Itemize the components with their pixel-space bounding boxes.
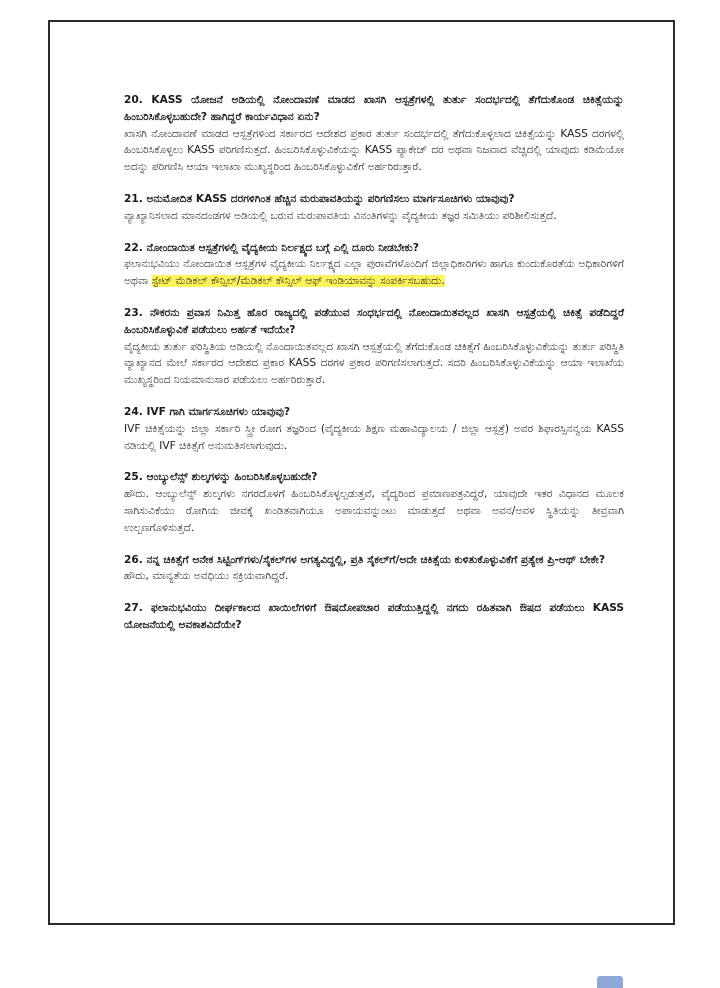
faq-item-20 bbox=[124, 92, 624, 176]
faq-item-26 bbox=[124, 552, 624, 586]
faq-question: 23. ನೌಕರನು ಪ್ರವಾಸ ನಿಮಿತ್ತ ಹೊರ ರಾಜ್ಯದಲ್ಲಿ ಪಡೆಯುವ ಸಂಧರ್ಭದಲ್ಲಿ ನೋಂದಾಯಿತವಲ್ಲದ ಖಾಸಗಿ ಆಸ್ಪತ್ರೆಯಲ್ಲಿ ಚಿಕಿತ್ಸೆ ಪಡೆದಿದ್ದರೆ ಹಿಂಬರಿಸಿಕೊಳ್ಳುವಿಕೆ ಪಡೆಯಲು ಅರ್ಹತೆ ಇದೆಯೇ? bbox=[124, 306, 624, 336]
faq-question: 27. ಫಲಾನುಭವಿಯು ದೀರ್ಘಕಾಲದ ಖಾಯಿಲೆಗಳಿಗೆ ಔಷದೋಪಚಾರ ಪಡೆಯುತ್ತಿದ್ದಲ್ಲಿ ನಗದು ರಹಿತವಾಗಿ ಔಷದ ಪಡೆಯಲು KASS ಯೋಜನೆಯಲ್ಲಿ ಅವಕಾಶವಿದೆಯೇ? bbox=[124, 602, 624, 631]
faq-answer: ವೈದ್ಯಕೀಯ ತುರ್ತು ಪರಿಸ್ಥಿತಿಯ ಅಡಿಯಲ್ಲಿ ನೊಂದಾಯಿತವಲ್ಲದ ಖಾಸಗಿ ಆಸ್ಪತ್ರೆಯಲ್ಲಿ ತೆಗೆದುಕೊಂಡ ಚಿಕಿತ್ಸೆಗೆ ಹಿಂಬರಿಸಿಕೊಳ್ಳುವಿಕೆಯನ್ನು ತುರ್ತು ಪರಿಸ್ಥಿತಿ ವ್ಯಾಖ್ಯಾನದ ಮೇಲೆ ಸರ್ಕಾರದ ಆದೇಶದ ಪ್ರಕಾರ KASS ದರಗಳ ಪ್ರಕಾರ ಪರಿಗಣಿಸಲಾಗುತ್ತದೆ. ಸದರಿ ಹಿಂಬರಿಸಿಕೊಳ್ಳುವಿಕೆಯನ್ನು ಆಯಾ ಇಲಾಖೆಯ ಮುಖ್ಯಸ್ಥರಿಂದ ನಿಯಮಾನುಸಾರ ಪಡೆಯಲು ಅರ್ಹರಿರುತ್ತಾರೆ. bbox=[124, 340, 624, 387]
faq-item-24 bbox=[124, 404, 624, 454]
faq-question: 21. ಅನುಮೋದಿತ KASS ದರಗಳಿಗಿಂತ ಹೆಚ್ಚಿನ ಮರುಪಾವತಿಯನ್ನು ಪರಿಗಣಿಸಲು ಮಾರ್ಗಸೂಚಿಗಳು ಯಾವುವು? bbox=[124, 192, 515, 205]
faq-item-21 bbox=[124, 191, 624, 225]
faq-question: 24. IVF ಗಾಗಿ ಮಾರ್ಗಸೂಚಿಗಳು ಯಾವುವು? bbox=[124, 405, 291, 418]
faq-item-25 bbox=[124, 469, 624, 536]
highlighted-text: ಸ್ಟೇಟ್ ಮೆಡಿಕಲ್ ಕೌನ್ಸಿಲ್/ಮೆಡಿಕಲ್ ಕೌನ್ಸಿಲ್ ಆಫ್ ಇಂಡಿಯಾವನ್ನು ಸಂಪರ್ಕಿಸಬಹುದು. bbox=[151, 275, 445, 288]
faq-answer: ಹೌದು. ಆಂಬ್ಯುಲೆನ್ಸ್ ಶುಲ್ಕಗಳು ನಗರದೊಳಗೆ ಹಿಂಬರಿಸಿಕೊಳ್ಳಲ್ಪಡುತ್ತವೆ, ವೈದ್ಯರಿಂದ ಪ್ರಮಾಣಪತ್ರವಿದ್ದರೆ, ಯಾವುದೇ ಇತರ ವಿಧಾನದ ಮೂಲಕ ಸಾಗಿಸುವಿಕೆಯು ರೋಗಿಯ ಜೀವಕ್ಕೆ ಖಂಡಿತವಾಗಿಯೂ ಅಪಾಯವನ್ನುಂಟು ಮಾಡುತ್ತದೆ ಅಥವಾ ಅವನ/ಅವಳ ಸ್ಥಿತಿಯನ್ನು ತೀವ್ರವಾಗಿ ಉಲ್ಬಣಗೊಳಿಸುತ್ತದೆ. bbox=[124, 488, 624, 534]
faq-question: 22. ನೋಂದಾಯಿತ ಆಸ್ಪತ್ರೆಗಳಲ್ಲಿ ವೈದ್ಯಕೀಯ ನಿರ್ಲಕ್ಷ್ಯದ ಬಗ್ಗೆ ಎಲ್ಲಿ ದೂರು ನೀಡಬೇಕು? bbox=[124, 241, 419, 254]
faq-answer-text: ಫಲಾನುಭವಿಯು ನೋಂದಾಯಿತ ಆಸ್ಪತ್ರೆಗಳ ವೈದ್ಯಕೀಯ ನಿರ್ಲಕ್ಷ್ಯದ ಎಲ್ಲಾ ಪುರಾವೆಗಳೊಂದಿಗೆ ಜಿಲ್ಲಾಧಿಕಾರಿಗಳು ಹಾಗೂ ಕುಂದುಕೊರತೆಯ ಅಧಿಕಾರಿಗಳಿಗೆ ಅಥವಾ bbox=[124, 258, 624, 288]
document-page bbox=[48, 20, 675, 925]
faq-item-27 bbox=[124, 600, 624, 634]
faq-list bbox=[124, 92, 624, 649]
faq-answer: IVF ಚಿಕಿತ್ಸೆಯನ್ನು ಜಿಲ್ಲಾ ಸರ್ಕಾರಿ ಸ್ತ್ರೀ ರೋಗ ತಜ್ಞರಿಂದ (ವೈದ್ಯಕೀಯ ಶಿಕ್ಷಣ ಮಹಾವಿದ್ಯಾಲಯ / ಜಿಲ್ಲಾ ಆಸ್ಪತ್ರೆ) ಅವರ ಶಿಫಾರಸ್ಸಿನನ್ವಯ KASS ನಡಿಯಲ್ಲಿ IVF ಚಿಕಿತ್ಸೆಗೆ ಅನುಮತಿಸಲಾಗುವುದು. bbox=[124, 422, 624, 452]
faq-item-22 bbox=[124, 240, 624, 290]
faq-answer bbox=[124, 256, 624, 290]
faq-answer: ವ್ಯಾಖ್ಯಾನಿಸಲಾದ ಮಾನದಂಡಗಳ ಅಡಿಯಲ್ಲಿ ಬರುವ ಮರುಪಾವತಿಯ ವಿನಂತಿಗಳನ್ನು ವೈದ್ಯಕೀಯ ತಜ್ಞರ ಸಮಿತಿಯು ಪರಿಶೀಲಿಸುತ್ತದೆ. bbox=[124, 209, 557, 222]
faq-answer: ಖಾಸಗಿ ನೋಂದಾವಣೆ ಮಾಡದ ಆಸ್ಪತ್ರೆಗಳಿಂದ ಸರ್ಕಾರದ ಆದೇಶದ ಪ್ರಕಾರ ತುರ್ತು ಸಂದರ್ಭದಲ್ಲಿ ತೆಗೆದುಕೊಳ್ಳಲಾದ ಚಿಕಿತ್ಸೆಯನ್ನು KASS ದರಗಳಲ್ಲಿ ಹಿಂಬರಿಸಿಕೊಳ್ಳಲು KASS ಪರಿಗಣಿಸುತ್ತದೆ. ಹಿಂಬರಿಸಿಕೊಳ್ಳುವಿಕೆಯನ್ನು KASS ಪ್ಯಾಕೇಜ್ ದರ ಅಥವಾ ನಿಜವಾದ ವೆಚ್ಚದಲ್ಲಿ ಯಾವುದು ಕಡಿಮೆಯೋ ಅದನ್ನು ಪರಿಗಣಿಸಿ ಆಯಾ ಇಲಾಖಾ ಮುಖ್ಯಸ್ಥರಿಂದ ಹಿಂಬರಿಸಿಕೊಳ್ಳುವಿಕೆಗೆ ಅರ್ಹರಿರುತ್ತಾರೆ. bbox=[124, 127, 624, 174]
faq-question: 25. ಆಂಬ್ಯುಲೆನ್ಸ್ ಶುಲ್ಕಗಳನ್ನು ಹಿಂಬರಿಸಿಕೊಳ್ಳಬಹುದೇ? bbox=[124, 471, 318, 484]
app-icon[interactable] bbox=[597, 976, 623, 988]
faq-question: 26. ನನ್ನ ಚಿಕಿತ್ಸೆಗೆ ಅನೇಕ ಸಿಟ್ಟಿಂಗ್‌ಗಳು/ಸೈಕಲ್‌ಗಳ ಅಗತ್ಯವಿದ್ದಲ್ಲಿ, ಪ್ರತಿ ಸೈಕಲ್‌ಗೆ/ಅದೇ ಚಿಕಿತ್ಸೆಯ ಕುಳಿತುಕೊಳ್ಳುವಿಕೆಗೆ ಪ್ರತ್ಯೇಕ ಪ್ರಿ-ಆಥ್ ಬೇಕೇ? bbox=[124, 553, 605, 566]
faq-item-23 bbox=[124, 305, 624, 389]
faq-question: 20. KASS ಯೋಜನೆ ಅಡಿಯಲ್ಲಿ ನೋಂದಾವಣೆ ಮಾಡದ ಖಾಸಗಿ ಆಸ್ಪತ್ರೆಗಳಲ್ಲಿ ತುರ್ತು ಸಂದರ್ಭದಲ್ಲಿ ತೆಗೆದುಕೊಂಡ ಚಿಕಿತ್ಸೆಯನ್ನು ಹಿಂಬರಿಸಿಕೊಳ್ಳಬಹುದೇ? ಹಾಗಿದ್ದರೆ ಕಾರ್ಯವಿಧಾನ ಏನು? bbox=[124, 94, 624, 123]
faq-answer: ಹೌದು, ಮಾನ್ಯತೆಯ ಅವಧಿಯು ಸಕ್ರಿಯವಾಗಿದ್ದರೆ. bbox=[124, 570, 289, 583]
